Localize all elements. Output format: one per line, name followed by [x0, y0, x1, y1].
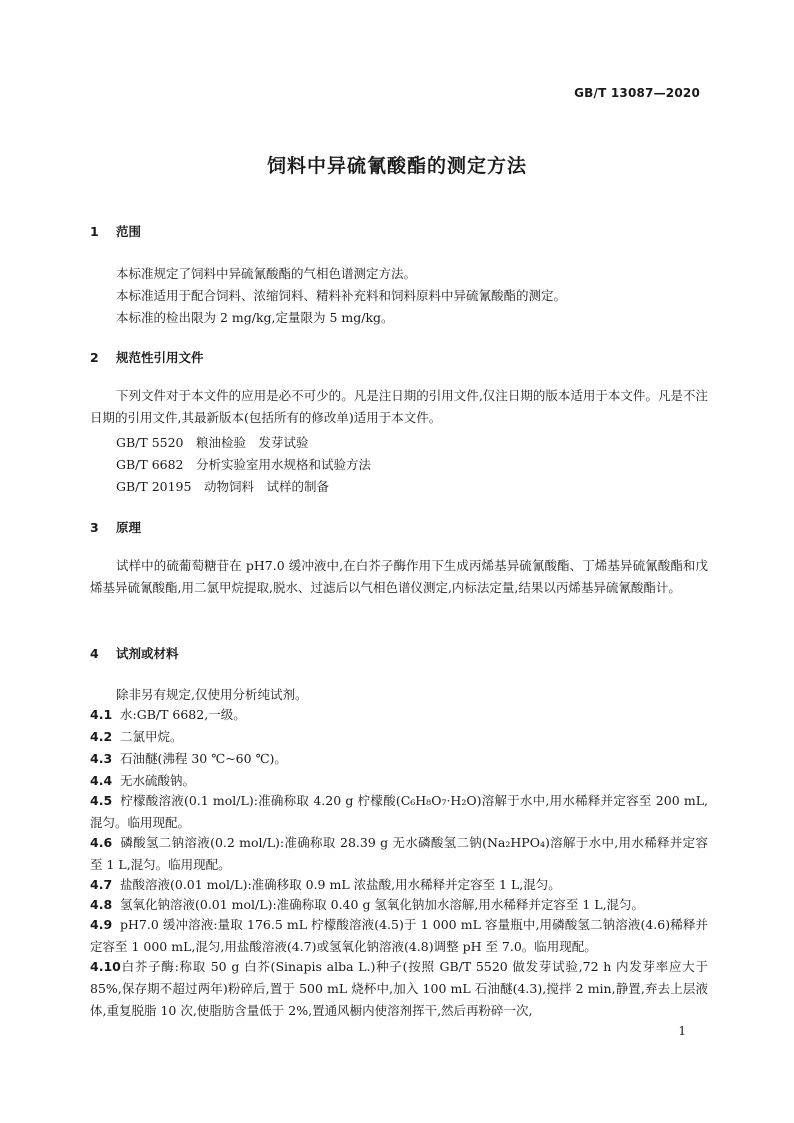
section-number: 1: [90, 224, 99, 239]
reagent-item: 4.6 磷酸氢二钠溶液(0.2 mol/L):准确称取 28.39 g 无水磷酸氢二钠(Na₂HPO₄)溶解于水中,用水稀释并定容至 1 L,混匀。临用现配。: [90, 835, 708, 872]
scope-paragraph: 本标准适用于配合饲料、浓缩饲料、精料补充料和饲料原料中异硫氰酸酯的测定。: [116, 288, 567, 303]
standard-number: GB/T 13087—2020: [574, 86, 700, 100]
reagent-item: 4.10白芥子酶:称取 50 g 白芥(Sinapis alba L.)种子(按照 GB/T 5520 做发芽试验,72 h 内发芽率应大于 85%,保存期不超过两年)粉碎后,置于 500 mL 烧杯中,加入 100 mL 石油醚(4.3),搅拌 2 min,静置,弃去上层液体,重复脱脂 10 次,使脂肪含量低于 2%,置通风橱内使溶剂挥干,然后再粉碎一次,: [90, 959, 708, 1018]
section-number: 4: [90, 646, 99, 661]
reagent-item: 4.5 柠檬酸溶液(0.1 mol/L):准确称取 4.20 g 柠檬酸(C₆H₈O₇·H₂O)溶解于水中,用水稀释并定容至 200 mL,混匀。临用现配。: [90, 793, 708, 830]
reference-doc: GB/T 5520 粮油检验 发芽试验: [116, 435, 309, 450]
reagent-item: 4.1 水:GB/T 6682,一级。: [90, 707, 246, 722]
section-number: 3: [90, 520, 99, 535]
section-title: 范围: [116, 224, 142, 239]
section-number: 2: [90, 350, 99, 365]
reagents-intro: 除非另有规定,仅使用分析纯试剂。: [116, 687, 308, 702]
reagent-item: 4.8 氢氧化钠溶液(0.01 mol/L):准确称取 0.40 g 氢氧化钠加水溶解,用水稀释并定容至 1 L,混匀。: [90, 897, 645, 912]
section-title: 试剂或材料: [116, 646, 179, 661]
page-number: 1: [678, 1024, 686, 1038]
section-title: 规范性引用文件: [116, 350, 204, 365]
reference-doc: GB/T 6682 分析实验室用水规格和试验方法: [116, 457, 372, 472]
reagent-item: 4.9 pH7.0 缓冲溶液:量取 176.5 mL 柠檬酸溶液(4.5)于 1 000 mL 容量瓶中,用磷酸氢二钠溶液(4.6)稀释并定容至 1 000 mL,混匀,用盐酸溶液(4.7)或氢氧化钠溶液(4.8)调整 pH 至 7.0。临用现配。: [90, 917, 708, 954]
reference-doc: GB/T 20195 动物饲料 试样的制备: [116, 479, 329, 494]
reagent-item: 4.3 石油醚(沸程 30 ℃~60 ℃)。: [90, 751, 287, 766]
section-heading-scope: [90, 222, 710, 240]
scope-paragraph: 本标准规定了饲料中异硫氰酸酯的气相色谱测定方法。: [116, 266, 417, 281]
principle-paragraph: 试样中的硫葡萄糖苷在 pH7.0 缓冲液中,在白芥子酶作用下生成丙烯基异硫氰酸酯、丁烯基异硫氰酸酯和戊烯基异硫氰酸酯,用二氯甲烷提取,脱水、过滤后以气相色谱仪测定,内标法定量,结果以丙烯基异硫氰酸酯计。: [90, 558, 708, 595]
section-heading-reagents: [90, 644, 710, 662]
scope-paragraph: 本标准的检出限为 2 mg/kg,定量限为 5 mg/kg。: [116, 310, 394, 325]
section-heading-references: [90, 348, 710, 366]
reagent-item: 4.2 二氯甲烷。: [90, 729, 183, 744]
section-heading-principle: [90, 518, 710, 536]
document-title: 饲料中异硫氰酸酯的测定方法: [266, 155, 527, 177]
references-intro: 下列文件对于本文件的应用是必不可少的。凡是注日期的引用文件,仅注日期的版本适用于本文件。凡是不注日期的引用文件,其最新版本(包括所有的修改单)适用于本文件。: [90, 388, 708, 425]
section-title: 原理: [116, 520, 142, 535]
reagent-item: 4.4 无水硫酸钠。: [90, 773, 196, 788]
reagent-item: 4.7 盐酸溶液(0.01 mol/L):准确移取 0.9 mL 浓盐酸,用水稀释并定容至 1 L,混匀。: [90, 877, 561, 892]
